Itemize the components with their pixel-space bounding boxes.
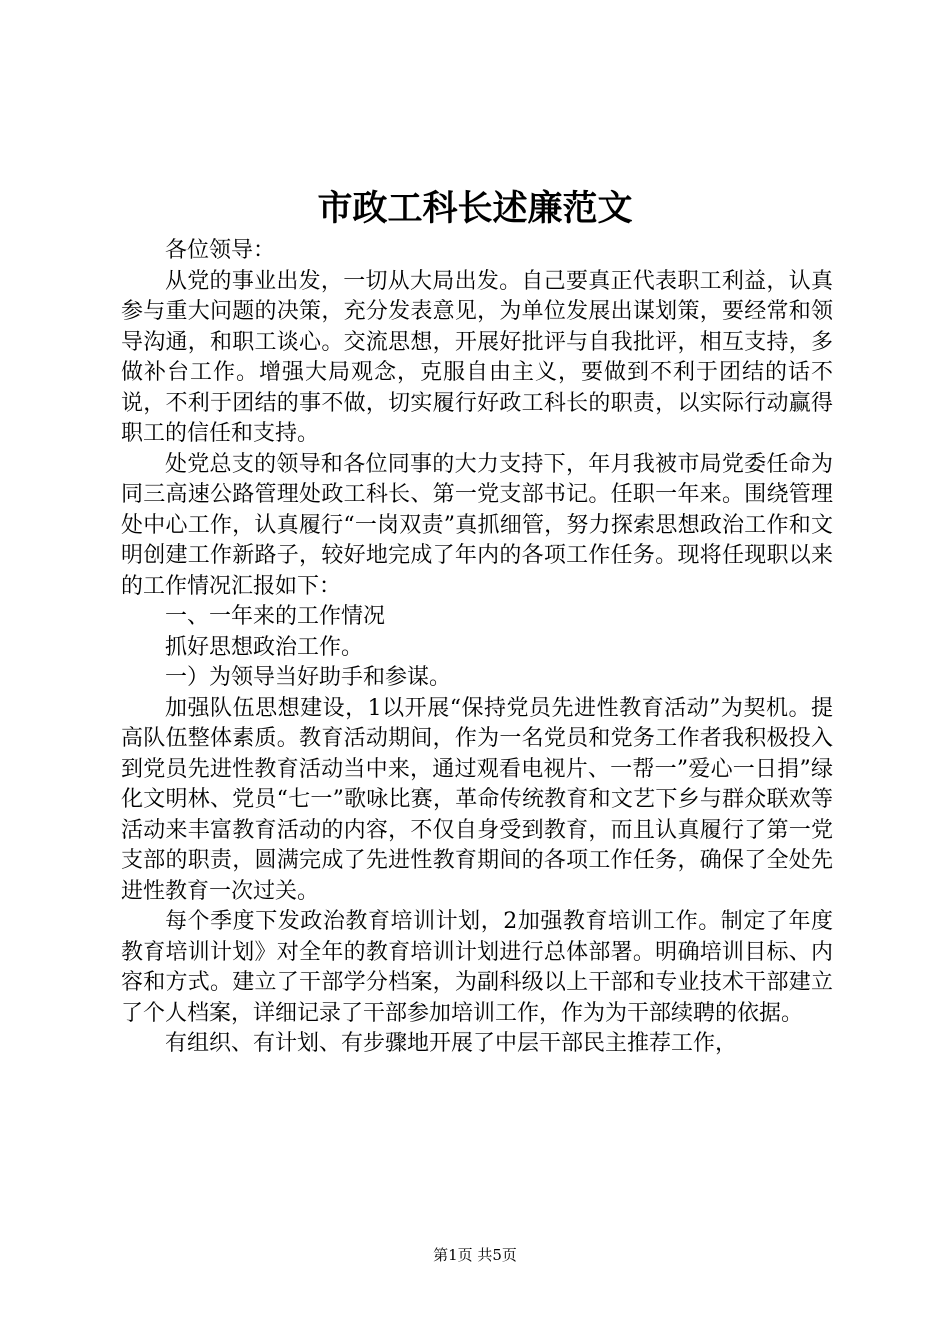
paragraph: 有组织、有计划、有步骤地开展了中层干部民主推荐工作， [165,1031,738,1056]
paragraph-salutation: 各位领导： [165,238,276,263]
paragraph: 每个季度下发政治教育培训计划，2加强教育培训工作。制定了年度教育培训计划》对全年的教育培训计划进行总体部署。明确培训目标、内容和方式。建立了干部学分档案，为副科级以上干部和专业技术干部建立了个人档案，详细记录了干部参加培训工作，作为为干部续聘的依据。 [121,909,833,1026]
subsection-heading: 抓好思想政治工作。 [165,634,364,660]
paragraph: 处党总支的领导和各位同事的大力支持下，年月我被市局党委任命为同三高速公路管理处政工科长、第一党支部书记。任职一年来。围绕管理处中心工作，认真履行“一岗双责”真抓细管，努力探索思想政治工作和文明创建工作新路子，较好地完成了年内的各项工作任务。现将任现职以来的工作情况汇报如下： [121,451,833,599]
paragraph: 加强队伍思想建设，1以开展“保持党员先进性教育活动”为契机。提高队伍整体素质。教育活动期间，作为一名党员和党务工作者我积极投入到党员先进性教育活动当中来，通过观看电视片、一帮一”爱心一日捐”绿化文明林、党员“七一”歌咏比赛，革命传统教育和文艺下乡与群众联欢等活动来丰富教育活动的内容，不仅自身受到教育，而且认真履行了第一党支部的职责，圆满完成了先进性教育期间的各项工作任务，确保了全处先进性教育一次过关。 [121,695,833,904]
document-title: 市政工科长述廉范文 [317,188,633,229]
paragraph: 从党的事业出发，一切从大局出发。自己要真正代表职工利益，认真参与重大问题的决策，充分发表意见，为单位发展出谋划策，要经常和领导沟通，和职工谈心。交流思想，开展好批评与自我批评，相互支持，多做补台工作。增强大局观念，克服自由主义，要做到不利于团结的话不说，不利于团结的事不做，切实履行好政工科长的职责，以实际行动赢得职工的信任和支持。 [121,268,833,446]
section-heading: 一、一年来的工作情况 [165,604,386,629]
page-footer: 第1页 共5页 [433,1246,517,1264]
document-body [121,236,833,1060]
subsection-heading: 一）为领导当好助手和参谋。 [165,665,452,690]
